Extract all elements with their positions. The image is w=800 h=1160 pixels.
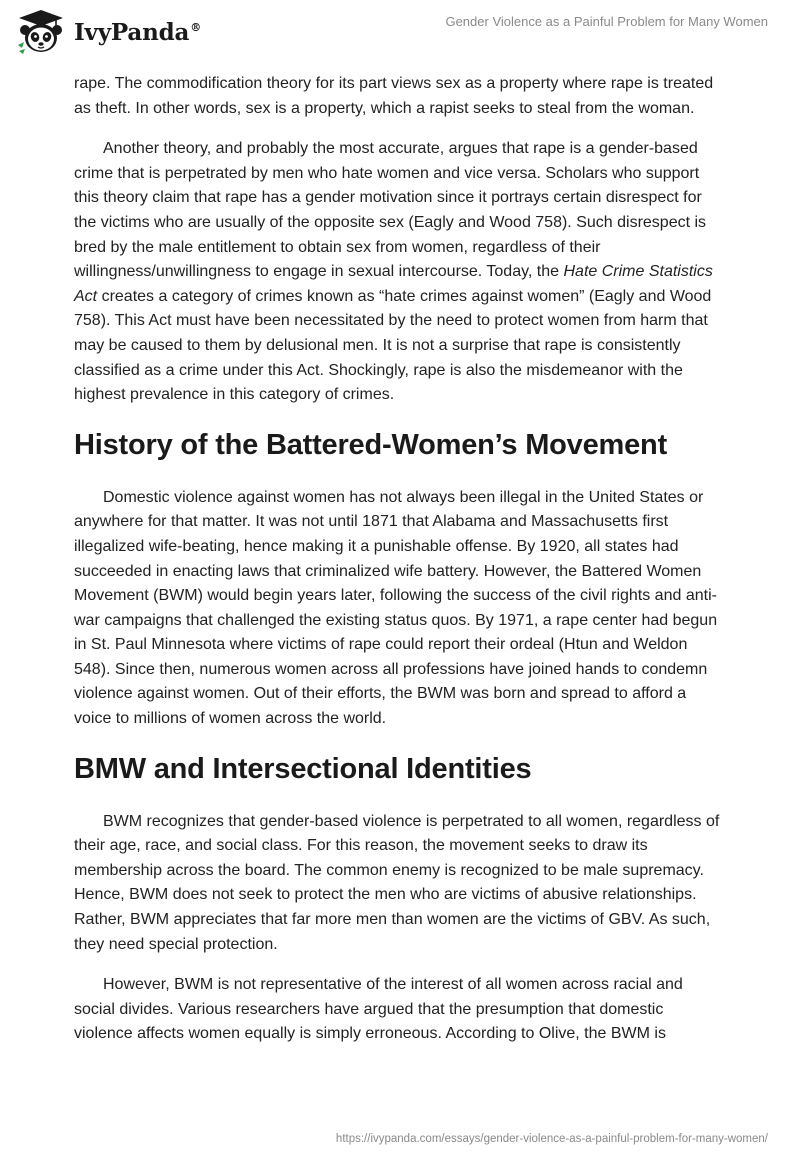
- brand-name: IvyPanda®: [74, 18, 201, 46]
- paragraph-bwm-not-representative: However, BWM is not representative of the interest of all women across racial and social divides. Various researchers have argued that the presumption that domestic violence affects women equally is simply erroneous. According to Olive, the BWM is: [74, 976, 683, 1043]
- paragraph-bwm-recognizes: BWM recognizes that gender-based violence is perpetrated to all women, regardless of their age, race, and social class. For this reason, the movement seeks to draw its membership across the board. The common enemy is recognized to be male supremacy. Hence, BWM does not seek to protect the men who are victims of abusive relationships. Rather, BWM appreciates that far more men than women are the victims of GBV. As such, they need special protection.: [74, 812, 720, 953]
- section-heading-history: History of the Battered-Women’s Movement: [74, 428, 668, 461]
- paragraph-history: Domestic violence against women has not always been illegal in the United States or anywhere for that matter. It was not until 1871 that Alabama and Massachusetts first illegalized wife-beating, hence making it a punishable offense. By 1920, all states had succeeded in enacting laws that criminalized wife battery. However, the Battered Women Movement (BWM) would begin years later, following the success of the civil rights and anti-war campaigns that challenged the existing status quos. By 1971, a rape center had begun in St. Paul Minnesota where victims of rape could report their ordeal (Htun and Weldon 548). Since then, numerous women across all professions have joined hands to condemn violence against women. Out of their efforts, the BWM was born and spread to afford a voice to millions of women across the world.: [74, 488, 718, 728]
- document-title: Gender Violence as a Painful Problem for Many Women: [445, 14, 768, 29]
- ivypanda-logo[interactable]: [16, 9, 201, 55]
- page-header: [0, 0, 800, 62]
- act-name: Hate Crime Statistics Act: [74, 263, 713, 305]
- source-url[interactable]: https://ivypanda.com/essays/gender-violence-as-a-painful-problem-for-many-women/: [335, 1133, 768, 1145]
- section-heading-intersectional: BMW and Intersectional Identities: [74, 752, 532, 785]
- paragraph-gender-crime: Another theory, and probably the most accurate, argues that rape is a gender-based crime that is perpetrated by men who hate women and vice versa. Scholars who support this theory claim that rape has a gender motivation since it portrays certain disrespect for the victims who are usually of the opposite sex (Eagly and Wood 758). Such disrespect is bred by the male entitlement to obtain sex from women, regardless of their willingness/unwillingness to engage in sexual intercourse. Today, the Hate Crime Statistics Act creates a category of crimes known as “hate crimes against women” (Eagly and Wood 758). This Act must have been necessitated by the need to protect women from harm that may be caused to them by delusional men. It is not a surprise that rape is consistently classified as a crime under this Act. Shockingly, rape is also the misdemeanor with the highest prevalence in this category of crimes.: [74, 140, 713, 404]
- essay-body: [74, 72, 726, 1063]
- panda-graduate-icon: [16, 9, 66, 55]
- paragraph-commodification: rape. The commodification theory for its part views sex as a property where rape is treated as theft. In other words, sex is a property, which a rapist seeks to steal from the woman.: [74, 75, 714, 117]
